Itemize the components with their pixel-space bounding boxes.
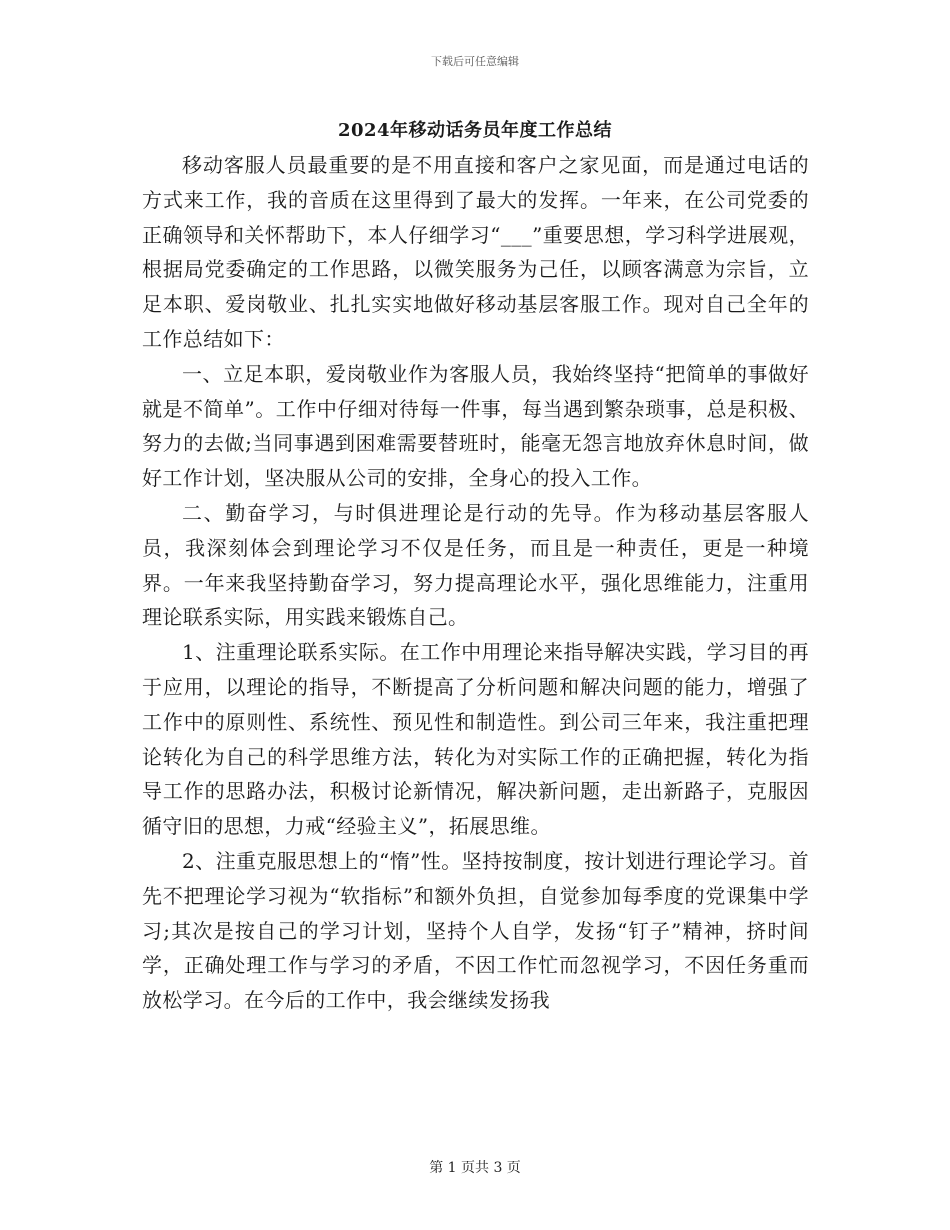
document-title: 2024年移动话务员年度工作总结: [337, 120, 613, 141]
document-body: [142, 148, 809, 1018]
page-number-indicator: 第 1 页共 3 页: [429, 1160, 521, 1176]
paragraph-intro: 移动客服人员最重要的是不用直接和客户之家见面，而是通过电话的方式来工作，我的音质在这里得到了最大的发挥。一年来，在公司党委的正确领导和关怀帮助下，本人仔细学习“___”重要思想，学习科学进展观，根据局党委确定的工作思路，以微笑服务为己任，以顾客满意为宗旨，立足本职、爱岗敬业、扎扎实实地做好移动基层客服工作。现对自己全年的工作总结如下：: [142, 153, 809, 351]
paragraph-item-two: 2、注重克服思想上的“惰”性。坚持按制度，按计划进行理论学习。首先不把理论学习视为“软指标”和额外负担，自觉参加每季度的党课集中学习;其次是按自己的学习计划，坚持个人自学，发扬“钉子”精神，挤时间学，正确处理工作与学习的矛盾，不因工作忙而忽视学习，不因任务重而放松学习。在今后的工作中，我会继续发扬我: [142, 848, 809, 1013]
paragraph-section-two: 二、勤奋学习，与时俱进理论是行动的先导。作为移动基层客服人员，我深刻体会到理论学习不仅是任务，而且是一种责任，更是一种境界。一年来我坚持勤奋学习，努力提高理论水平，强化思维能力，注重用理论联系实际，用实践来锻炼自己。: [142, 500, 809, 630]
page-header-note: 下载后可任意编辑: [431, 55, 519, 68]
paragraph-item-one: 1、注重理论联系实际。在工作中用理论来指导解决实践，学习目的再于应用，以理论的指导，不断提高了分析问题和解决问题的能力，增强了工作中的原则性、系统性、预见性和制造性。到公司三年来，我注重把理论转化为自己的科学思维方法，转化为对实际工作的正确把握，转化为指导工作的思路办法，积极讨论新情况，解决新问题，走出新路子，克服因循守旧的思想，力戒“经验主义”，拓展思维。: [142, 640, 809, 839]
paragraph-section-one: 一、立足本职，爱岗敬业作为客服人员，我始终坚持“把简单的事做好就是不简单”。工作中仔细对待每一件事，每当遇到繁杂琐事，总是积极、努力的去做;当同事遇到困难需要替班时，能毫无怨言地放弃休息时间，做好工作计划，坚决服从公司的安排，全身心的投入工作。: [142, 361, 809, 491]
